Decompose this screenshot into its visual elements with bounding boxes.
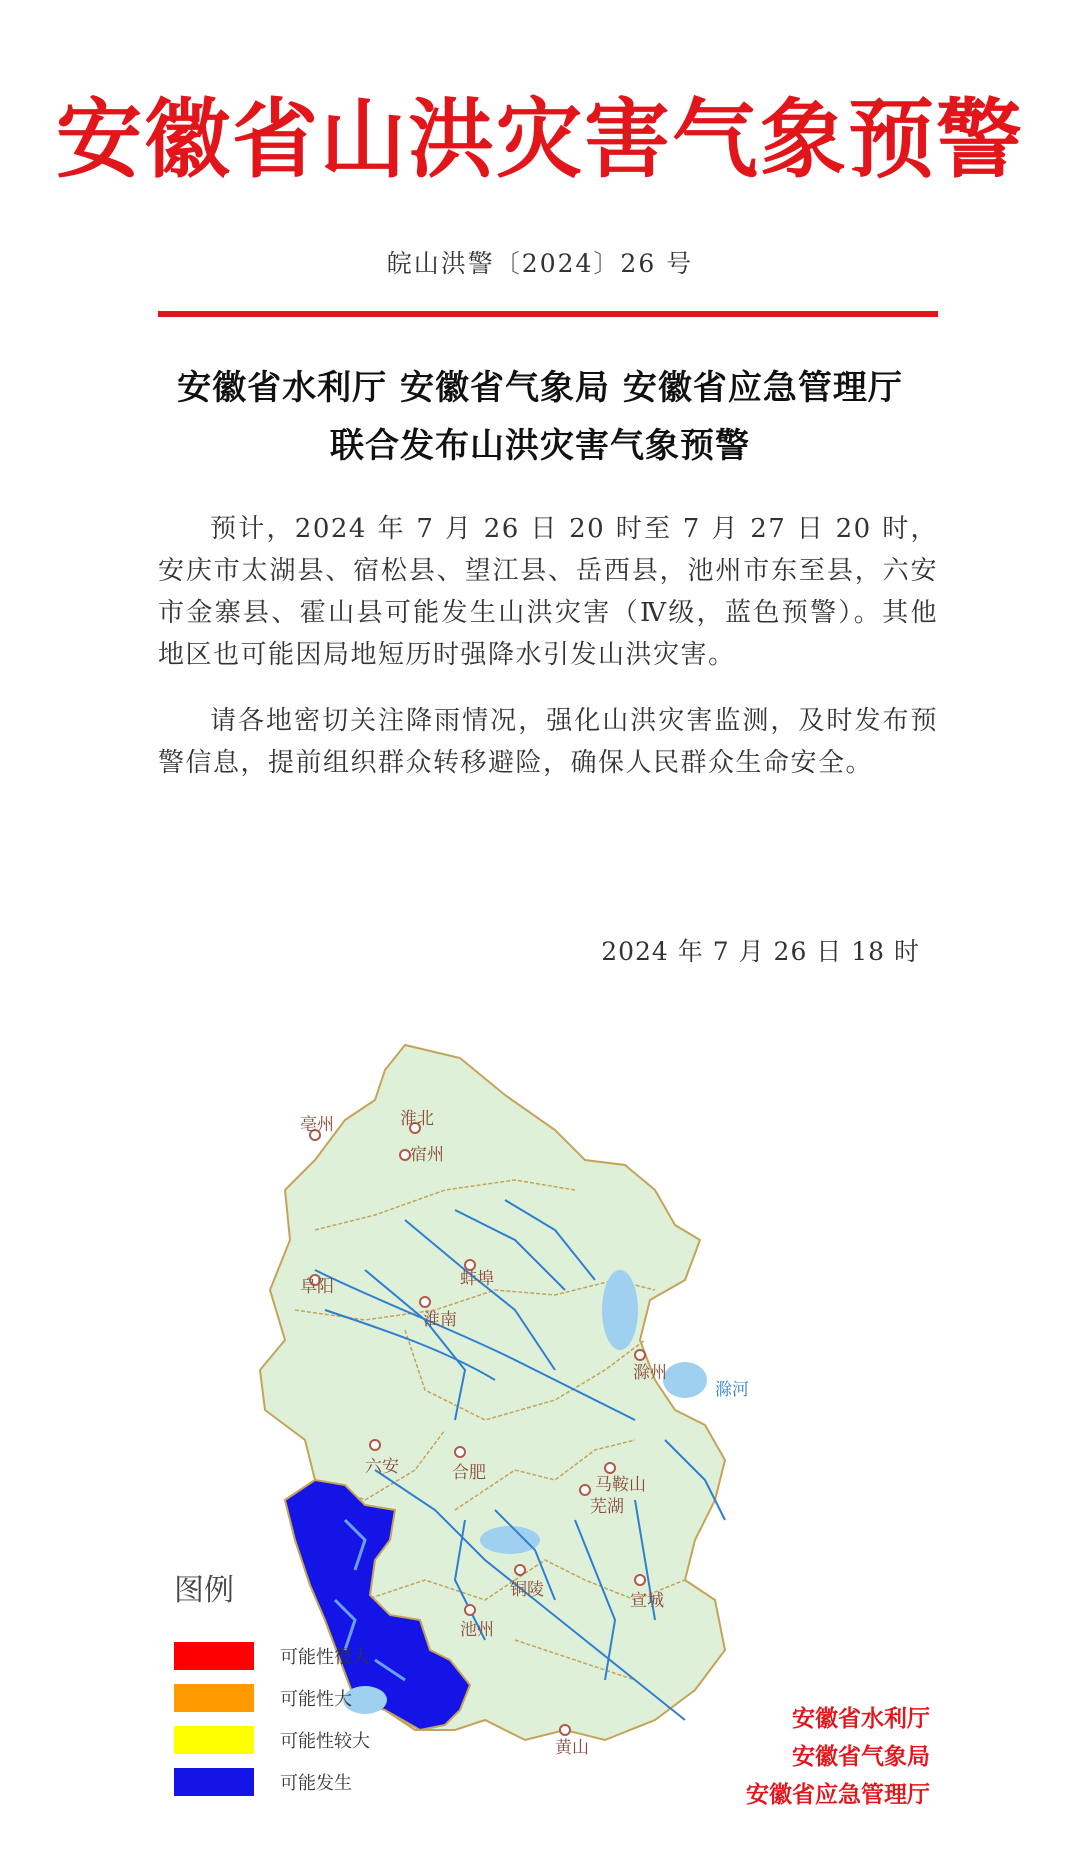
city-label-xuancheng: 宣城 bbox=[630, 1591, 664, 1611]
legend-item bbox=[174, 1635, 414, 1677]
document-number: 皖山洪警〔2024〕26 号 bbox=[386, 249, 694, 278]
notice-title-line1: 安徽省水利厅 安徽省气象局 安徽省应急管理厅 bbox=[177, 368, 903, 408]
city-label-wuhu: 芜湖 bbox=[590, 1497, 624, 1517]
city-label-huangshan: 黄山 bbox=[555, 1738, 589, 1758]
notice-title-line2: 联合发布山洪灾害气象预警 bbox=[330, 426, 750, 466]
legend-label: 可能性较大 bbox=[280, 1731, 370, 1752]
legend-item bbox=[174, 1719, 414, 1761]
body-paragraph-2: 请各地密切关注降雨情况，强化山洪灾害监测，及时发布预警信息，提前组织群众转移避险，确保人民群众生命安全。 bbox=[158, 706, 938, 778]
body-paragraph-1: 预计，2024 年 7 月 26 日 20 时至 7 月 27 日 20 时，安庆市太湖县、宿松县、望江县、岳西县，池州市东至县，六安市金寨县、霍山县可能发生山洪灾害（Ⅳ级，蓝色预警）。其他地区也可能因局地短历时强降水引发山洪灾害。 bbox=[158, 514, 938, 670]
city-label-fuyang: 阜阳 bbox=[300, 1277, 334, 1297]
legend-item bbox=[174, 1761, 414, 1803]
city-label-huaibei: 淮北 bbox=[400, 1109, 434, 1129]
legend-swatch-yellow bbox=[174, 1726, 254, 1754]
city-label-chuzhou: 滁州 bbox=[633, 1363, 667, 1383]
city-label-bengbu: 蚌埠 bbox=[460, 1269, 494, 1289]
city-label-huainan: 淮南 bbox=[423, 1310, 457, 1330]
legend-label: 可能发生 bbox=[280, 1773, 352, 1794]
legend-swatch-red bbox=[174, 1642, 254, 1670]
city-label-chizhou: 池州 bbox=[460, 1620, 494, 1640]
issuer-water-resources: 安徽省水利厅 bbox=[792, 1705, 930, 1732]
legend-item bbox=[174, 1677, 414, 1719]
issuer-emergency: 安徽省应急管理厅 bbox=[746, 1781, 930, 1808]
legend-label: 可能性大 bbox=[280, 1689, 352, 1710]
issue-time: 2024 年 7 月 26 日 18 时 bbox=[601, 937, 920, 966]
river-label: 滁河 bbox=[715, 1380, 749, 1400]
masthead-title: 安徽省山洪灾害气象预警 bbox=[56, 89, 1024, 190]
legend-title: 图例 bbox=[174, 1573, 234, 1608]
city-label-bozhou: 亳州 bbox=[300, 1115, 334, 1135]
issuer-meteorological: 安徽省气象局 bbox=[792, 1743, 930, 1770]
issuing-agencies bbox=[746, 1700, 930, 1814]
city-label-hefei: 合肥 bbox=[452, 1463, 486, 1483]
city-label-suzhou: 宿州 bbox=[410, 1145, 444, 1165]
red-divider bbox=[158, 311, 938, 317]
city-label-tongling: 铜陵 bbox=[510, 1580, 544, 1600]
legend-swatch-orange bbox=[174, 1684, 254, 1712]
map-legend bbox=[174, 1565, 414, 1803]
city-label-maanshan: 马鞍山 bbox=[595, 1475, 646, 1495]
legend-swatch-blue bbox=[174, 1768, 254, 1796]
legend-label: 可能性很大 bbox=[280, 1647, 370, 1668]
city-label-luan: 六安 bbox=[365, 1457, 399, 1477]
